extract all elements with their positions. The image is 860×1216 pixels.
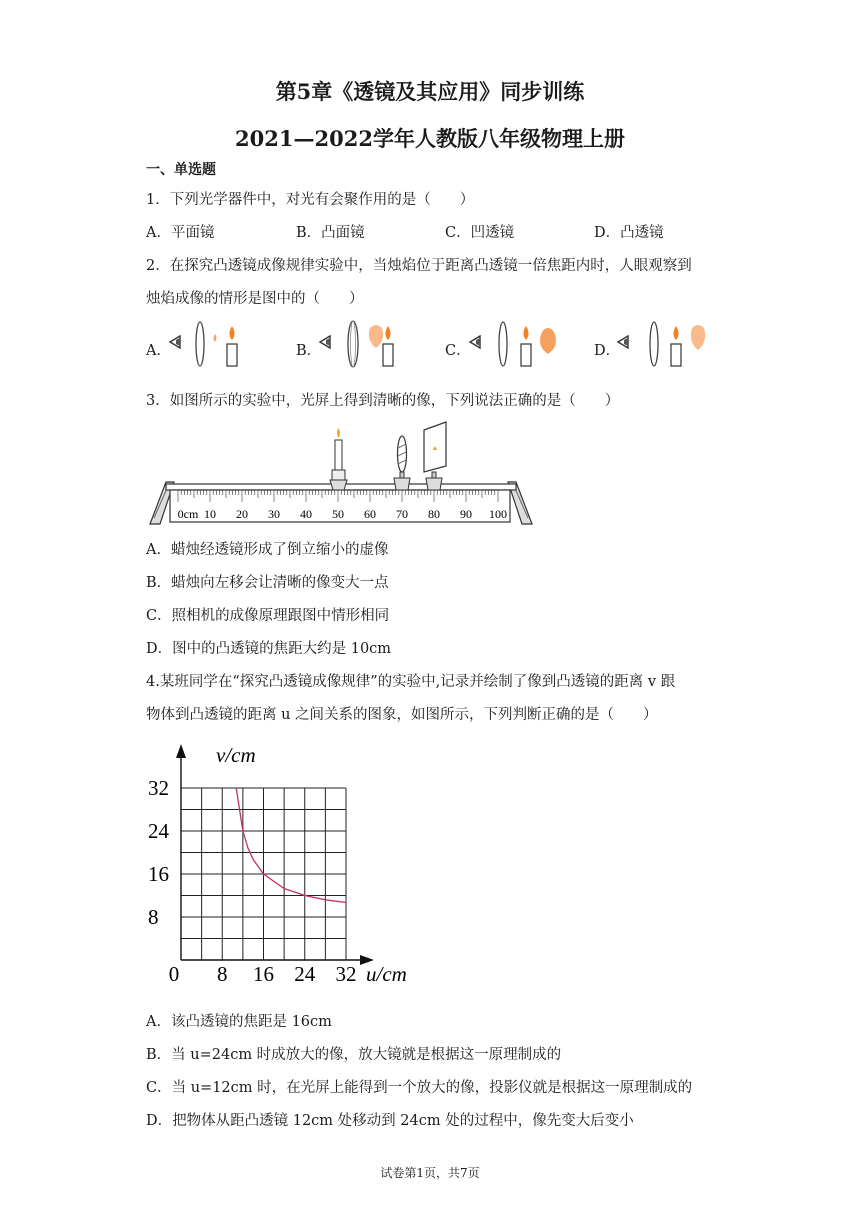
ruler-tick-label: 90 [460,507,472,521]
ruler-tick-label: 60 [364,507,376,521]
q3-option-b: B．蜡烛向左移会让清晰的像变大一点 [146,575,389,591]
candle-flame-icon [230,326,235,340]
q2-option-a: A． [146,343,171,359]
ruler-tick-label: 70 [396,507,408,521]
q3-stem: 3．如图所示的实验中，光屏上得到清晰的像，下列说法正确的是（ ） [146,393,620,409]
q2-option-d: D． [594,343,621,359]
candle-icon [521,344,531,366]
ruler-tick-label: 20 [236,507,248,521]
candle [330,428,347,490]
x-tick-label: 8 [217,962,228,986]
ruler-tick-label: 80 [428,507,440,521]
q2-stem-line2: 烛焰成像的情形是图中的（ ） [146,291,364,307]
q4-option-b: B．当 u=24cm 时成放大的像，放大镜就是根据这一原理制成的 [146,1047,562,1063]
q4-option-c: C．当 u=12cm 时，在光屏上能得到一个放大的像，投影仪就是根据这一原理制成的 [146,1080,693,1096]
q1-option-b: B．凸面镜 [296,225,365,241]
page-footer: 试卷第1页，共7页 [380,1166,480,1180]
lens-icon [499,322,507,366]
x-tick-label: 0 [168,962,180,986]
q2-figure-c [464,318,564,370]
page-title: 第5章《透镜及其应用》同步训练 [275,79,585,104]
q3-option-d: D．图中的凸透镜的焦距大约是 10cm [146,641,392,657]
x-tick-label: 16 [253,962,274,986]
q2-option-b: B． [296,343,322,359]
chart-axes [176,744,374,965]
q3-option-a: A．蜡烛经透镜形成了倒立缩小的虚像 [146,542,389,558]
q3-option-c: C．照相机的成像原理跟图中情形相同 [146,608,390,624]
optical-bench-figure [146,414,536,526]
q1-option-a: A．平面镜 [146,225,215,241]
eye-icon [618,336,628,348]
ruler-tick-label: 10 [204,507,216,521]
candle-flame-icon [524,326,529,340]
q1-stem: 1．下列光学器件中，对光有会聚作用的是（ ） [146,192,475,208]
y-axis-arrow-icon [176,744,186,758]
lens-icon [348,321,358,367]
q2-figure-d [614,318,714,370]
q4-option-d: D．把物体从距凸透镜 12cm 处移动到 24cm 处的过程中，像先变大后变小 [146,1113,634,1129]
candle-icon [383,344,393,366]
eye-icon [470,336,480,348]
data-curve [236,788,346,903]
large-image-flame-icon [691,325,705,350]
q4-stem-line2: 物体到凸透镜的距离 u 之间关系的图象，如图所示，下列判断正确的是（ ） [146,707,658,723]
large-image-flame-icon [540,328,556,354]
convex-lens [394,436,410,490]
q2-figure-b [316,318,406,370]
eye-icon [320,336,330,348]
y-tick-label: 8 [148,905,159,929]
light-screen [424,422,446,490]
x-tick-label: 32 [335,962,357,986]
q2-figure-a [166,318,246,370]
q2-option-c: C． [445,343,471,359]
large-image-flame-icon [369,325,383,348]
lens-icon [650,322,658,366]
x-axis-label: u/cm [366,962,407,986]
page-subtitle: 2021—2022学年人教版八年级物理上册 [235,126,625,151]
q4-option-a: A．该凸透镜的焦距是 16cm [146,1014,332,1030]
q1-option-c: C．凹透镜 [445,225,515,241]
ruler-tick-label: 40 [300,507,312,521]
uv-chart [140,736,430,996]
candle-icon [227,344,237,366]
candle-flame-icon [386,326,391,340]
eye-icon [170,336,180,348]
ruler-tick-label: 30 [268,507,280,521]
x-tick-label: 24 [294,962,316,986]
candle-flame-icon [337,428,340,438]
ruler-tick-label: 0cm [177,507,199,521]
ruler-tick-label: 50 [332,507,344,521]
candle-icon [671,344,681,366]
y-tick-label: 16 [148,862,169,886]
small-image-flame-icon [214,334,217,342]
section-heading: 一、单选题 [146,162,216,178]
y-tick-label: 32 [148,776,169,800]
q4-stem-line1: 4.某班同学在“探究凸透镜成像规律”的实验中,记录并绘制了像到凸透镜的距离 v 跟 [146,674,676,690]
y-axis-label: v/cm [216,743,256,767]
candle-flame-icon [674,326,679,340]
q1-option-d: D．凸透镜 [594,225,664,241]
y-tick-label: 24 [148,819,169,843]
ruler-tick-label: 100 [489,507,507,521]
q2-stem-line1: 2．在探究凸透镜成像规律实验中，当烛焰位于距离凸透镜一倍焦距内时，人眼观察到 [146,258,692,274]
lens-icon [196,322,204,366]
